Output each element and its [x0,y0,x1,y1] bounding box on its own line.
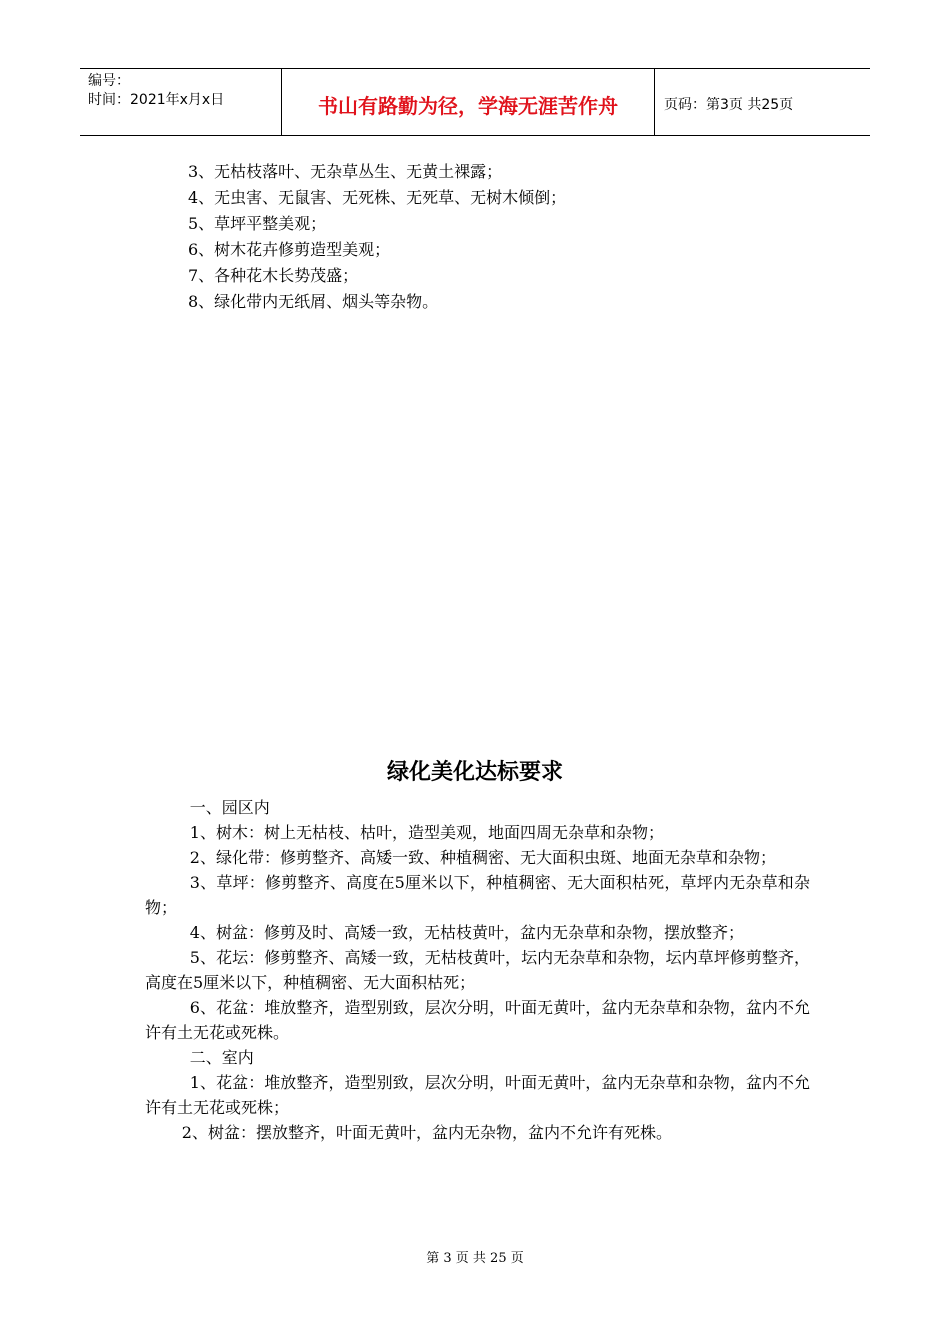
document-date: 时间：2021年x月x日 [88,92,225,108]
paragraph: 1、花盆：堆放整齐，造型别致，层次分明，叶面无黄叶，盆内无杂草和杂物，盆内不允许有土无花或死株； [145,1073,810,1117]
list-item: 3、无枯枝落叶、无杂草丛生、无黄土裸露； [188,162,503,181]
list-item: 5、草坪平整美观； [188,214,327,233]
paragraph: 3、草坪：修剪整齐、高度在5厘米以下，种植稠密、无大面积枯死，草坪内无杂草和杂物； [145,873,810,917]
header-meta [80,69,282,135]
paragraph: 6、花盆：堆放整齐，造型别致，层次分明，叶面无黄叶，盆内无杂草和杂物，盆内不允许有土无花或死株。 [145,998,810,1042]
page-header [80,68,870,136]
paragraph: 2、树盆：摆放整齐，叶面无黄叶，盆内无杂物，盆内不允许有死株。 [181,1123,672,1142]
list-item: 7、各种花木长势茂盛； [188,266,359,285]
paragraph: 5、花坛：修剪整齐、高矮一致，无枯枝黄叶，坛内无杂草和杂物，坛内草坪修剪整齐，高度在5厘米以下，种植稠密、无大面积枯死； [145,948,810,992]
header-motto: 书山有路勤为径，学海无涯苦作舟 [282,69,655,135]
list-item: 4、无虫害、无鼠害、无死株、无死草、无树木倾倒； [188,188,567,207]
section-title: 绿化美化达标要求 [386,760,563,785]
document-number-label: 编号： [88,73,130,89]
paragraph: 2、绿化带：修剪整齐、高矮一致、种植稠密、无大面积虫斑、地面无杂草和杂物； [189,848,776,867]
list-item: 6、树木花卉修剪造型美观； [188,240,391,259]
paragraph: 1、树木：树上无枯枝、枯叶，造型美观，地面四周无杂草和杂物； [189,823,664,842]
page-footer: 第 3 页 共 25 页 [426,1251,524,1266]
list-item: 8、绿化带内无纸屑、烟头等杂物。 [188,292,439,311]
paragraph: 一、园区内 [189,798,270,817]
section-body [145,795,810,1145]
paragraph: 4、树盆：修剪及时、高矮一致，无枯枝黄叶，盆内无杂草和杂物，摆放整齐； [189,923,744,942]
header-page-info: 页码：第3页 共25页 [664,97,794,113]
requirements-list [188,159,566,315]
paragraph: 二、室内 [189,1048,254,1067]
